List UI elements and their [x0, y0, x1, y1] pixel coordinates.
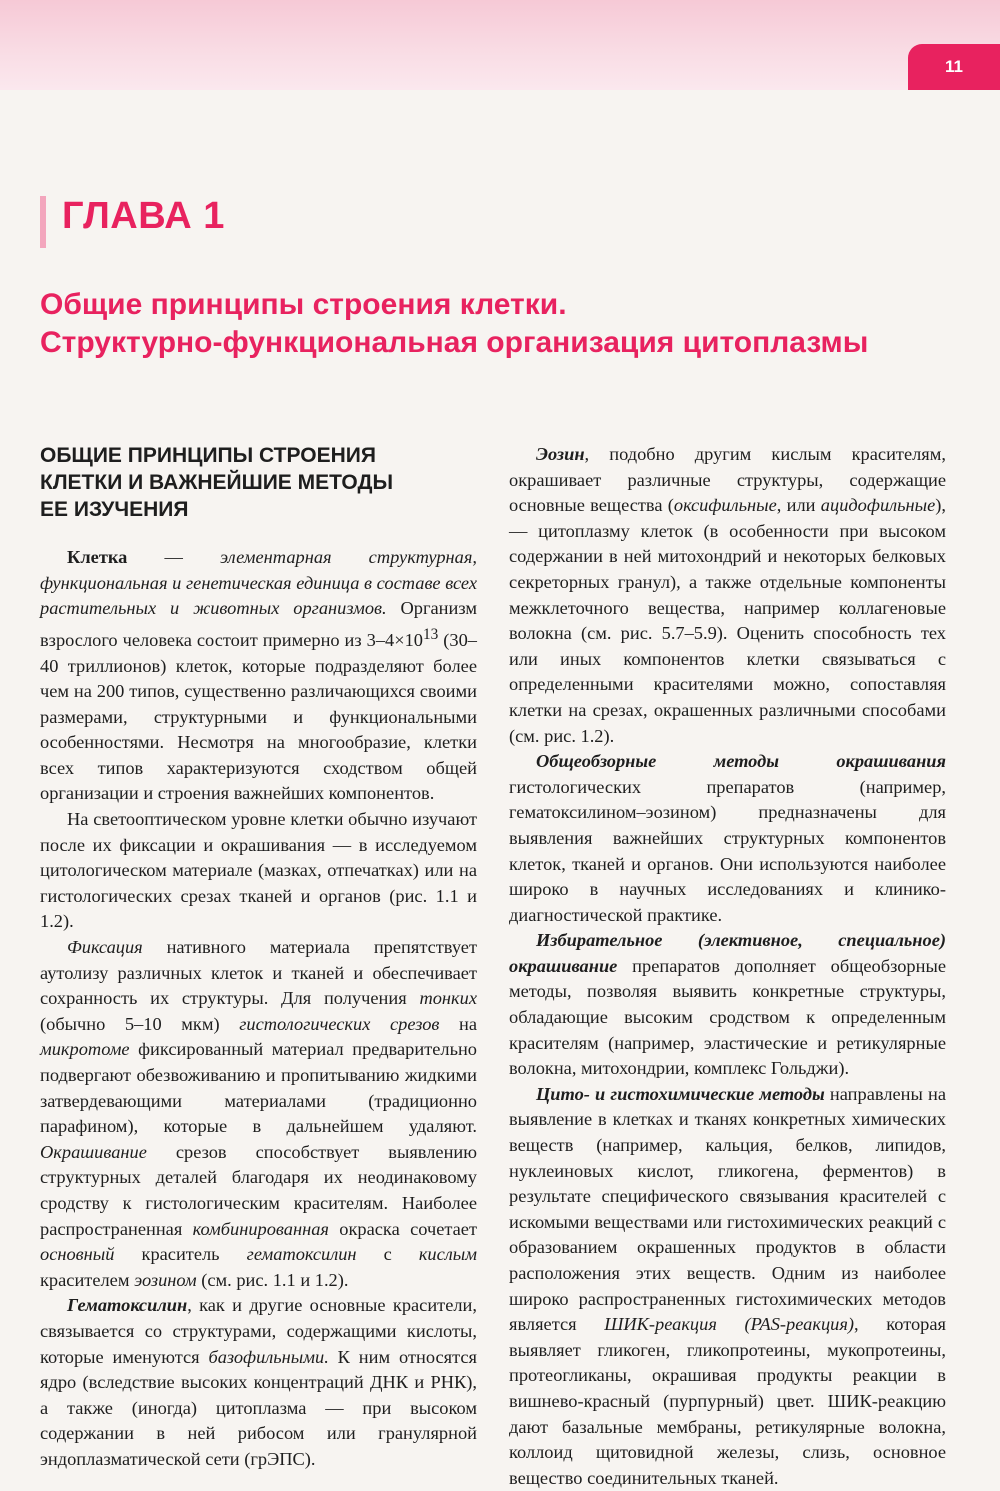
right-column [509, 442, 946, 1491]
cell-definition: элементарная структурная, функциональная и генетическая единица в составе всех растительных и животных организмов. [40, 547, 477, 619]
chapter-heading: ГЛАВА 1 [62, 195, 225, 237]
paragraph-histochemistry: Цито- и гистохимические методы направлены на выявление в клетках и тканях конкретных химических веществ (например, кальция, белков, липидов, нуклеиновых кислот, гликогена, ферментов) в результате специфического связывания красителей с искомыми веществами или гистохимических реакций с образованием окрашенных продуктов в области расположения этих веществ. Одним из наиболее широко распространенных гистохимических методов является ШИК-реакция (PAS-реакция), которая выявляет гликоген, гликопротеины, мукопротеины, протеогликаны, окрашивая продукты реакции в вишнево-красный (пурпурный) цвет. ШИК-реакцию дают базальные мембраны, ретикулярные волокна, коллоид щитовидной железы, слизь, основное вещество соединительных тканей. [509, 1083, 946, 1488]
paragraph-hematoxylin: Гематоксилин, как и другие основные красители, связывается со структурами, содержащими кислоты, которые именуются базофильными. К ним относятся ядро (вследствие высоких концентраций ДНК и РНК), а также (иногда) цитоплазма — при высоком содержании в ней рибосом или гранулярной эндоплазматической сети (грЭПС). [40, 1295, 477, 1469]
section-title [40, 442, 477, 523]
term-cell: Клетка [67, 547, 128, 567]
page-number: 11 [908, 44, 1000, 90]
chapter-title [40, 286, 940, 361]
paragraph-general-staining: Общеобзорные методы окрашивания гистологических препаратов (например, гематоксилином–эозином) предназначены для выявления важнейших структурных компонентов клеток, тканей и органов. Они используются наиболее широко в научных исследованиях и клинико-диагностической практике. [509, 751, 946, 925]
paragraph-eosin: Эозин, подобно другим кислым красителям, окрашивает различные структуры, содержащие основные вещества (оксифильные, или ацидофильные), — цитоплазму клеток (в особенности при высоком содержании в ней митохондрий и некоторых белковых секреторных гранул), а также отдельные компоненты межклеточного вещества, например коллагеновые волокна (см. рис. 5.7–5.9). Оценить способность тех или иных компонентов клетки связываться с определенными красителями можно, сопоставляя клетки на срезах, окрашенных различными способами (см. рис. 1.2). [509, 444, 946, 746]
term-general-staining: Общеобзорные методы окрашивания [536, 751, 946, 772]
paragraph-cell-definition: Клетка — элементарная структурная, функциональная и генетическая единица в составе всех растительных и животных организмов. Организм взрослого человека состоит примерно из $3-4\times 10^{13}$ (30–40 триллионов) клеток, которые подразделяют более чем на 200 типов, существенно различающихся своими размерами, структурными и функциональными особенностями. Несмотря на многообразие, клетки всех типов характеризуются сходством общей организации и строения важнейших компонентов. [40, 547, 477, 804]
paragraph-light-microscopy: На светооптическом уровне клетки обычно изучают после их фиксации и окрашивания — в исследуемом цитологическом материале (мазках, отпечатках) или на гистологических срезах тканей и органов (рис. 1.1 и 1.2). [40, 809, 477, 932]
term-eosin: Эозин [536, 444, 585, 464]
paragraph-fixation: Фиксация нативного материала препятствует аутолизу различных клеток и тканей и обеспечивает сохранность их структуры. Для получения тонких (обычно 5–10 мкм) гистологических срезов на микротоме фиксированный материал предварительно подвергают обезвоживанию и пропитыванию жидкими затвердевающими материалами (традиционно парафином), которые в дальнейшем удаляют. Окрашивание срезов способствует выявлению структурных деталей благодаря их неодинаковому сродству к гистологическим красителям. Наиболее распространенная комбинированная окраска сочетает основный краситель гематоксилин с кислым красителем эозином (см. рис. 1.1 и 1.2). [40, 937, 477, 1290]
section-title-line: КЛЕТКИ И ВАЖНЕЙШИЕ МЕТОДЫ [40, 471, 394, 494]
chapter-title-line-2: Структурно-функциональная организация цитоплазмы [40, 325, 869, 359]
term-hematoxylin: Гематоксилин [67, 1295, 188, 1316]
chapter-marker-bar [40, 196, 46, 248]
chapter-title-line-1: Общие принципы строения клетки. [40, 288, 567, 321]
term-selective-staining: Избирательное (элективное, специальное) окрашивание [509, 930, 946, 976]
paragraph-selective-staining: Избирательное (элективное, специальное) окрашивание препаратов дополняет общеобзорные методы, позволяя выявить конкретные структуры, обладающие высоким сродством к определенным красителям (например, эластические и ретикулярные волокна, митохондрии, комплекс Гольджи). [509, 930, 946, 1079]
term-histochemistry: Цито- и гистохимические методы [536, 1083, 825, 1104]
section-title-line: ЕЕ ИЗУЧЕНИЯ [40, 498, 189, 521]
header-band [0, 0, 1000, 90]
left-column [40, 442, 477, 1473]
section-title-line: ОБЩИЕ ПРИНЦИПЫ СТРОЕНИЯ [40, 444, 376, 467]
